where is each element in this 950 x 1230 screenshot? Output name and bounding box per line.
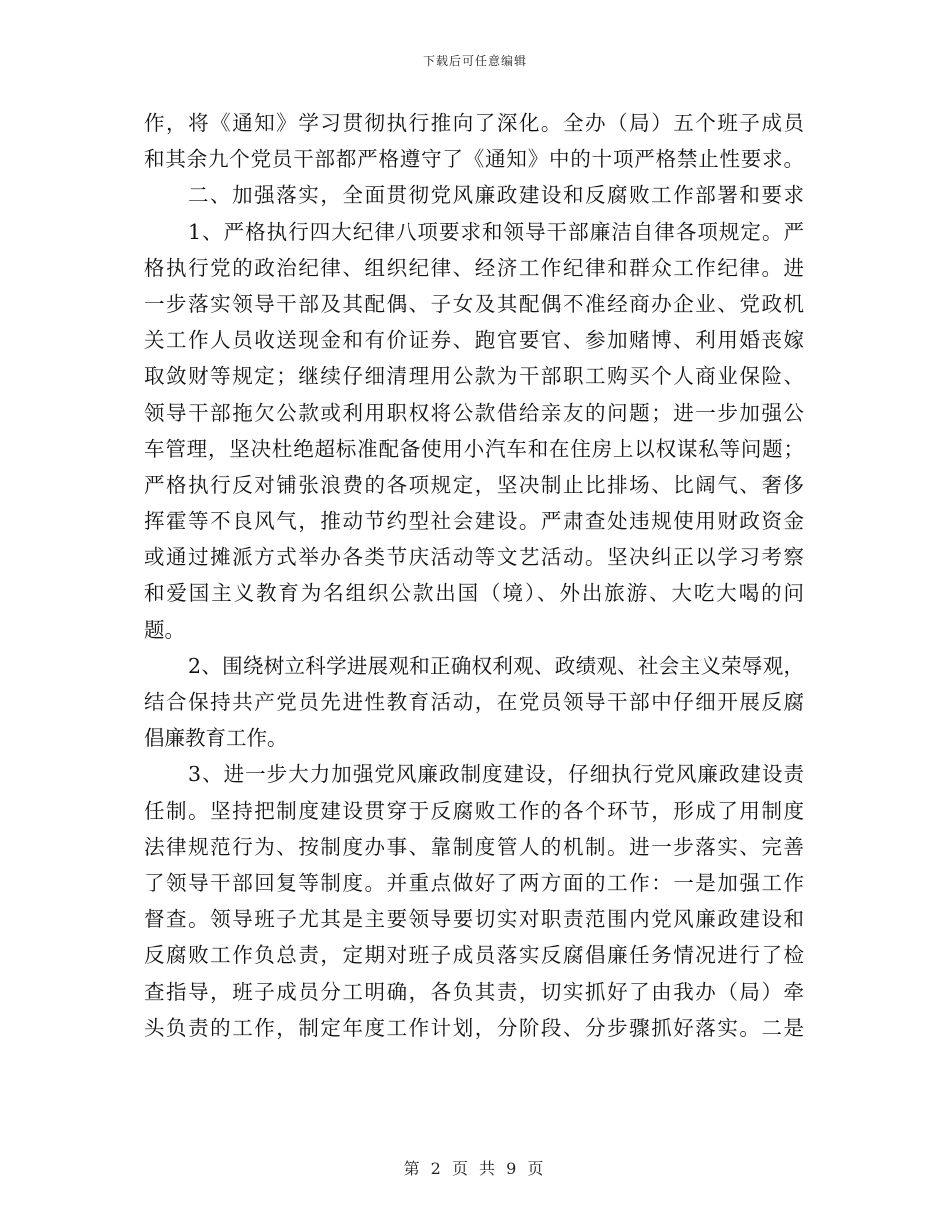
text-line: 和爱国主义教育为名组织公款出国（境）、外出旅游、大吃大喝的问 — [144, 581, 804, 606]
section-heading: 二、加强落实，全面贯彻党风廉政建设和反腐败工作部署和要求 — [188, 183, 804, 208]
text-line: 或通过摊派方式举办各类节庆活动等文艺活动。坚决纠正以学习考察 — [144, 545, 804, 570]
text-line: 和其余九个党员干部都严格遵守了《通知》中的十项严格禁止性要求。 — [144, 147, 804, 172]
page-header: 下载后可任意编辑 — [422, 54, 527, 68]
text-line: 倡廉教育工作。 — [144, 726, 288, 751]
text-line: 严格执行反对铺张浪费的各项规定，坚决制止比排场、比阔气、奢侈 — [144, 472, 804, 497]
text-line: 车管理，坚决杜绝超标准配备使用小汽车和在住房上以权谋私等问题； — [144, 436, 804, 461]
text-line: 任制。坚持把制度建设贯穿于反腐败工作的各个环节，形成了用制度 — [144, 798, 804, 823]
text-line: 3、进一步大力加强党风廉政制度建设，仔细执行党风廉政建设责 — [188, 762, 804, 787]
document-body — [144, 105, 804, 1046]
text-line: 结合保持共产党员先进性教育活动，在党员领导干部中仔细开展反腐 — [144, 690, 804, 714]
text-line: 挥霍等不良风气，推动节约型社会建设。严肃查处违规使用财政资金 — [144, 509, 804, 534]
text-line: 领导干部拖欠公款或利用职权将公款借给亲友的问题；进一步加强公 — [144, 400, 804, 425]
text-line: 查指导，班子成员分工明确，各负其责，切实抓好了由我办（局）牵 — [144, 979, 804, 1004]
text-line: 关工作人员收送现金和有价证券、跑官要官、参加赌博、利用婚丧嫁 — [144, 328, 804, 353]
text-line: 2、围绕树立科学进展观和正确权利观、政绩观、社会主义荣辱观， — [188, 653, 804, 678]
text-line: 格执行党的政治纪律、组织纪律、经济工作纪律和群众工作纪律。进 — [144, 255, 804, 280]
text-line: 取敛财等规定；继续仔细清理用公款为干部职工购买个人商业保险、 — [144, 364, 804, 389]
text-line: 作，将《通知》学习贯彻执行推向了深化。全办（局）五个班子成员 — [144, 111, 804, 135]
text-line: 了领导干部回复等制度。并重点做好了两方面的工作：一是加强工作 — [144, 870, 804, 895]
page-number: 第 2 页 共 9 页 — [403, 1159, 547, 1178]
text-line: 1、严格执行四大纪律八项要求和领导干部廉洁自律各项规定。严 — [188, 219, 804, 244]
text-line: 头负责的工作，制定年度工作计划，分阶段、分步骤抓好落实。二是 — [144, 1015, 804, 1040]
text-line: 反腐败工作负总责，定期对班子成员落实反腐倡廉任务情况进行了检 — [144, 943, 804, 968]
text-line: 法律规范行为、按制度办事、靠制度管人的机制。进一步落实、完善 — [144, 834, 804, 859]
text-line: 督查。领导班子尤其是主要领导要切实对职责范围内党风廉政建设和 — [144, 907, 804, 932]
text-line: 一步落实领导干部及其配偶、子女及其配偶不准经商办企业、党政机 — [144, 291, 804, 316]
text-line: 题。 — [144, 617, 185, 642]
